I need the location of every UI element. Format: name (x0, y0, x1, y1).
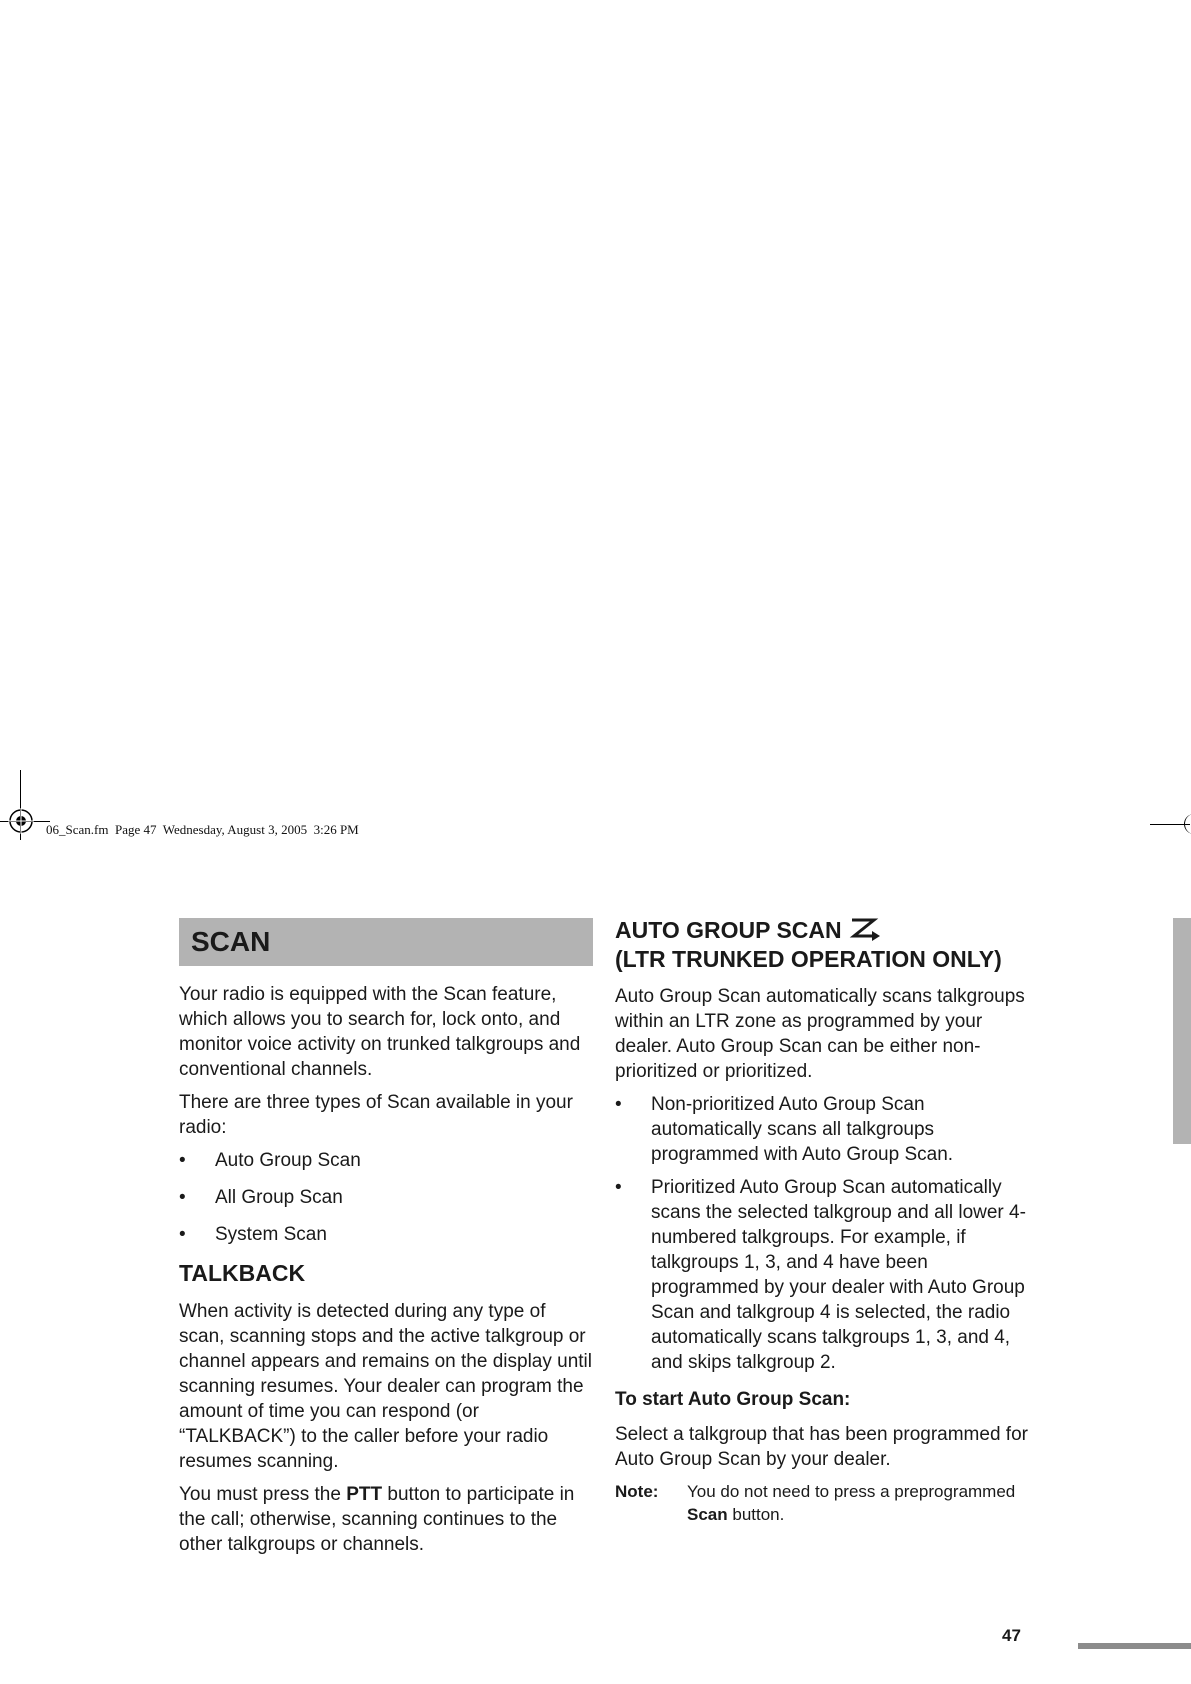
bullet-icon: • (179, 1150, 186, 1171)
talkback-heading: TALKBACK (179, 1260, 306, 1286)
auto-group-scan-heading: AUTO GROUP SCAN (LTR TRUNKED OPERATION ONLY) (615, 917, 1002, 972)
auto-group-scan-icon (848, 916, 884, 942)
bullet-icon: • (179, 1224, 186, 1245)
registration-mark-icon (8, 808, 34, 834)
bullet-icon: • (615, 1177, 622, 1198)
scan-button-bold: Scan (687, 1505, 728, 1524)
list-item: • All Group Scan (179, 1187, 343, 1208)
scan-heading: SCAN (179, 918, 593, 966)
talkback-text: When activity is detected during any type of scan, scanning stops and the active talkgroup or channel appears and remains on the display until scanning resumes. Your dealer can program the amount of time you can respond (or “TALKBACK”) to the caller before your radio resumes scanning. (179, 1301, 592, 1472)
list-item: • Non-prioritized Auto Group Scan automatically scans all talkgroups programmed with Auto Group Scan. (615, 1094, 954, 1165)
page-number: 47 (1002, 1626, 1021, 1645)
note-text: You do not need to press a preprogrammed Scan button. (687, 1482, 1016, 1524)
note-label: Note: (615, 1482, 659, 1501)
bullet-icon: • (179, 1187, 186, 1208)
chapter-side-tab (1173, 918, 1191, 1144)
start-auto-group-scan-text: Select a talkgroup that has been programmed for Auto Group Scan by your dealer. (615, 1424, 1028, 1470)
list-item: • System Scan (179, 1224, 327, 1245)
right-column (615, 918, 1029, 1526)
note (615, 1480, 1029, 1526)
auto-group-scan-list (615, 1092, 1029, 1375)
list-item: • Auto Group Scan (179, 1150, 361, 1171)
file-slug: 06_Scan.fm Page 47 Wednesday, August 3, 2005 3:26 PM (46, 822, 359, 837)
ptt-bold: PTT (346, 1484, 383, 1505)
scan-types-intro: There are three types of Scan available in your radio: (179, 1092, 573, 1138)
scan-types-list (179, 1148, 593, 1247)
ptt-text: You must press the PTT button to participate in the call; otherwise, scanning continues to the other talkgroups or channels. (179, 1484, 575, 1555)
auto-group-scan-intro: Auto Group Scan automatically scans talkgroups within an LTR zone as programmed by your dealer. Auto Group Scan can be either non-prioritized or prioritized. (615, 986, 1025, 1082)
left-column (179, 918, 593, 1565)
footer-bar (1078, 1643, 1191, 1649)
scan-intro: Your radio is equipped with the Scan feature, which allows you to search for, lock onto, and monitor voice activity on trunked talkgroups and conventional channels. (179, 984, 581, 1080)
start-auto-group-scan-heading: To start Auto Group Scan: (615, 1389, 851, 1410)
bullet-icon: • (615, 1094, 622, 1115)
list-item: • Prioritized Auto Group Scan automatically scans the selected talkgroup and all lower 4-numbered talkgroups. For example, if talkgroups 1, 3, and 4 have been programmed by your dealer with Auto Group Scan and talkgroup 4 is selected, the radio automatically scans talkgroups 1, 3, and 4, and skips talkgroup 2. (615, 1177, 1026, 1373)
registration-mark-right-icon (1184, 814, 1191, 834)
